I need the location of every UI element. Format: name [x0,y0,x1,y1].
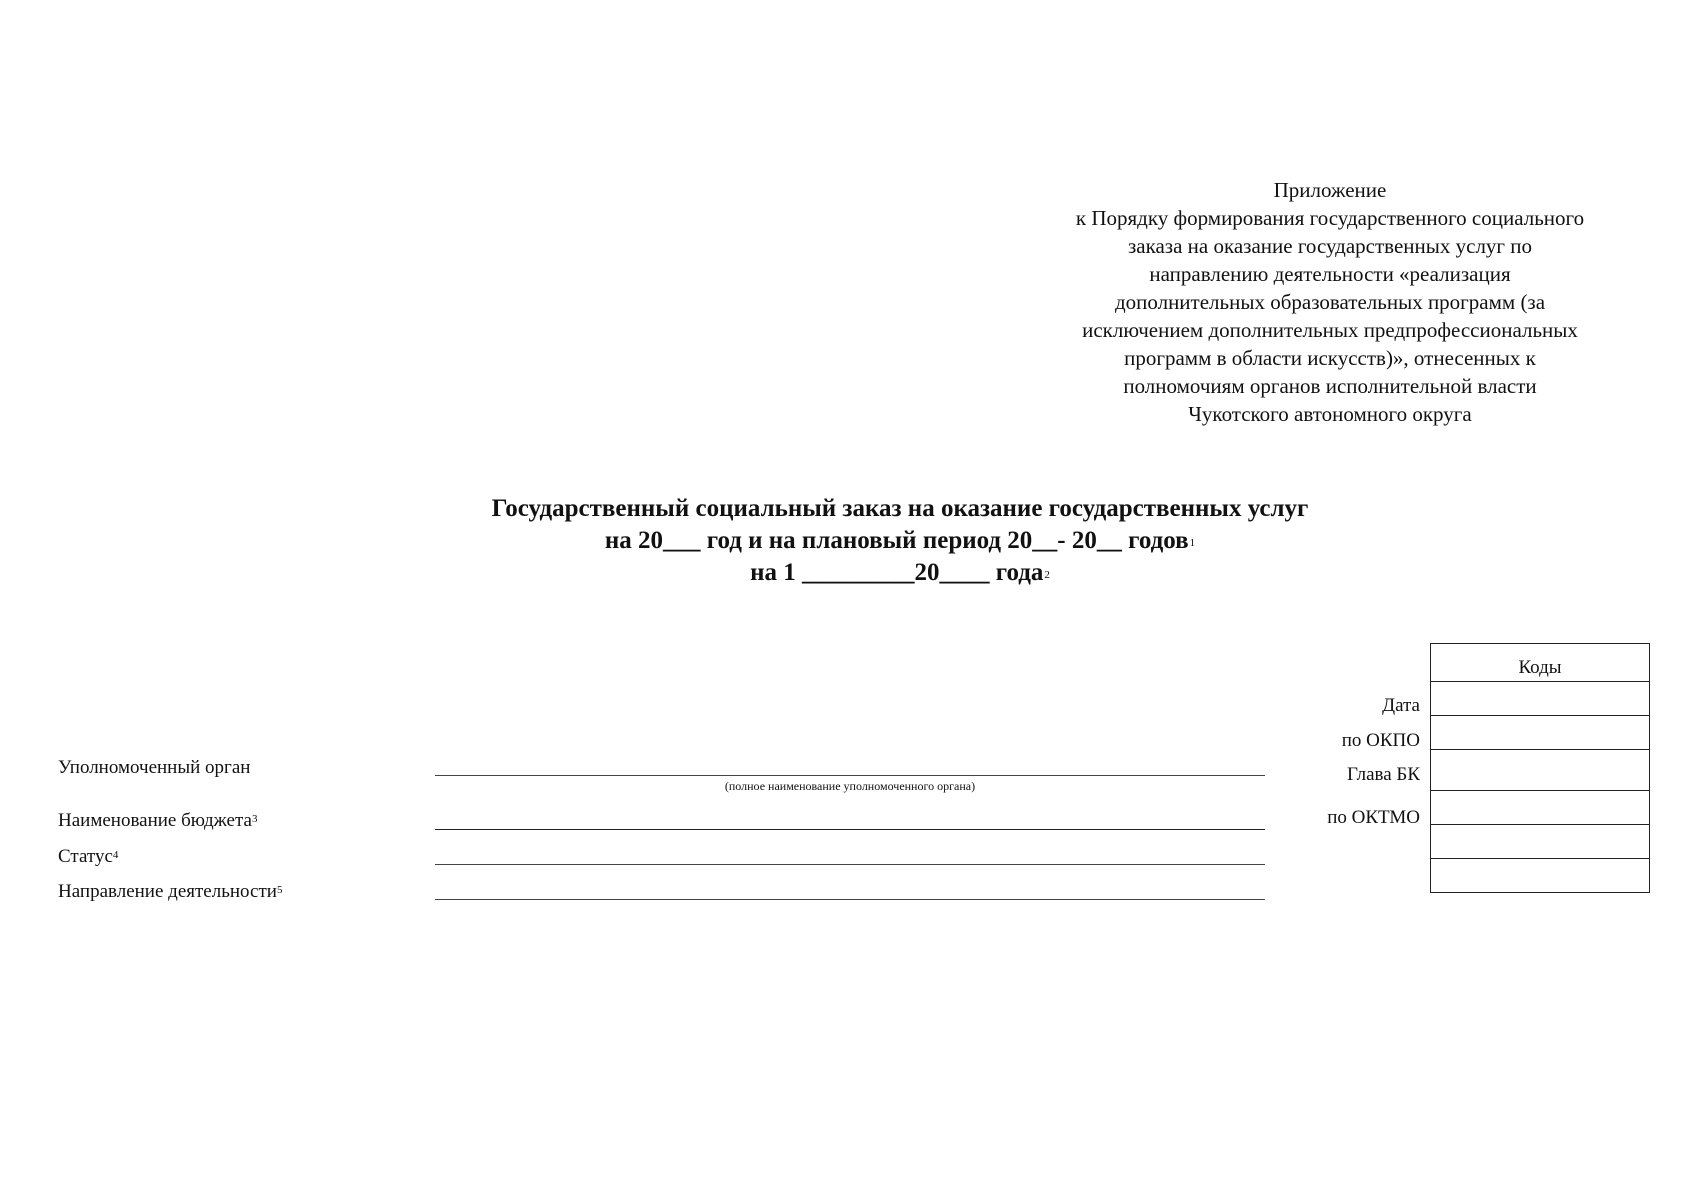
footnote-mark: 4 [112,849,119,861]
budget-name-label [58,810,257,832]
oktmo-code-label: по ОКТМО [1327,807,1420,828]
okpo-code-label: по ОКПО [1341,730,1420,751]
activity-code-cell[interactable] [1431,859,1650,893]
status-label-text: Статус [58,846,113,867]
appendix-line: дополнительных образовательных программ (за [1114,290,1546,314]
budget-name-field[interactable] [435,829,1265,830]
codes-table [1430,643,1650,893]
authorized-body-field[interactable] [435,775,1265,776]
bk-head-code-cell[interactable] [1431,750,1650,791]
authorized-body-caption: (полное наименование уполномоченного органа) [724,779,976,793]
activity-label [58,881,282,903]
appendix-line: полномочиям органов исполнительной власти [1123,374,1537,398]
date-code-cell[interactable] [1431,682,1650,716]
status-field[interactable] [435,864,1265,865]
status-code-cell[interactable] [1431,825,1650,859]
okpo-code-cell[interactable] [1431,716,1650,750]
appendix-line: исключением дополнительных предпрофессиональных [1082,318,1578,342]
appendix-line: к Порядку формирования государственного социального [1075,206,1585,230]
footnote-mark: 2 [1044,569,1050,581]
budget-name-label-text: Наименование бюджета [58,810,252,831]
activity-field[interactable] [435,899,1265,900]
title-line-2 [300,525,1500,557]
footnote-mark: 3 [251,813,258,825]
status-label [58,846,118,868]
appendix-line: направлению деятельности «реализация [1149,262,1511,286]
footnote-mark: 1 [1189,537,1196,549]
title-line-3 [300,557,1500,589]
appendix-block [1000,176,1660,428]
codes-header: Коды [1431,644,1650,682]
bk-head-code-label: Глава БК [1347,764,1420,785]
title-line-3-text: на 1 _________20____ года [750,559,1044,586]
appendix-line: Приложение [1273,178,1387,202]
activity-label-text: Направление деятельности [58,881,277,902]
oktmo-code-cell[interactable] [1431,791,1650,825]
footnote-mark: 5 [276,884,283,896]
date-code-label: Дата [1382,695,1420,716]
title-line-2-text: на 20___ год и на плановый период 20__- 20__ годов [604,527,1189,554]
authorized-body-label: Уполномоченный орган [58,757,251,778]
appendix-line: программ в области искусств)», отнесенных к [1124,346,1536,370]
title-line-1: Государственный социальный заказ на оказание государственных услуг [491,495,1309,522]
document-title [300,493,1500,589]
appendix-line: заказа на оказание государственных услуг по [1127,234,1533,258]
appendix-line: Чукотского автономного округа [1188,402,1472,426]
